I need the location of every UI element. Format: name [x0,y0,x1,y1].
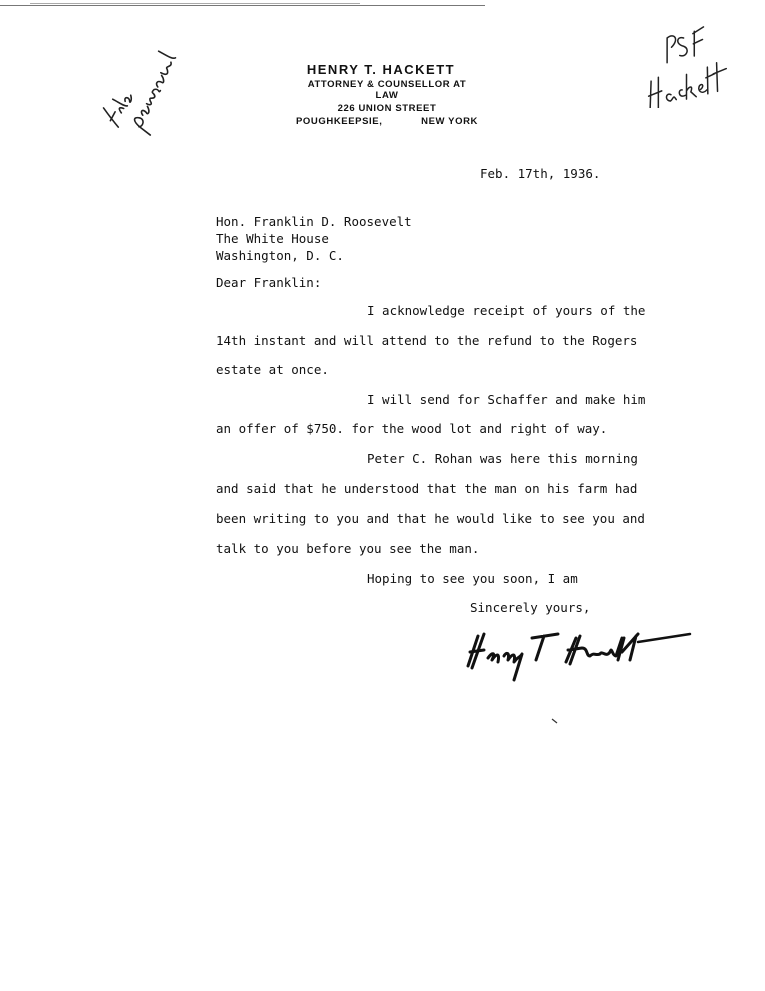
letterhead-city-state [296,116,478,127]
body-line: an offer of $750. for the wood lot and right of way. [216,421,608,436]
body-line: Peter C. Rohan was here this morning [367,451,638,466]
ink-speck [551,718,559,726]
body-line: Hoping to see you soon, I am [367,571,578,586]
top-edge-rule-secondary [30,3,360,4]
letterhead-street: 226 UNION STREET [337,103,437,114]
handwritten-psf-hackett-annotation [630,18,760,108]
body-line: talk to you before you see the man. [216,541,480,556]
body-line: 14th instant and will attend to the refund to the Rogers [216,333,638,348]
body-line: and said that he understood that the man on his farm had [216,481,638,496]
top-edge-rule [0,5,485,6]
letter-date: Feb. 17th, 1936. [480,166,601,181]
letterhead-title: ATTORNEY & COUNSELLOR AT LAW [307,79,467,101]
body-line: been writing to you and that he would like to see you and [216,511,645,526]
handwritten-signature [462,622,692,684]
letterhead-city: POUGHKEEPSIE, [296,116,383,127]
body-line: I will send for Schaffer and make him [367,392,646,407]
recipient-address [216,213,412,264]
letterhead [296,62,478,127]
handwritten-file-personal-annotation [95,35,225,145]
body-line: estate at once. [216,362,329,377]
recipient-line-1: Hon. Franklin D. Roosevelt [216,214,412,229]
recipient-line-3: Washington, D. C. [216,248,344,263]
letterhead-name: HENRY T. HACKETT [306,62,456,77]
closing: Sincerely yours, [470,600,591,615]
body-line: I acknowledge receipt of yours of the [367,303,646,318]
salutation: Dear Franklin: [216,275,322,290]
recipient-line-2: The White House [216,231,329,246]
letterhead-state: NEW YORK [421,116,478,127]
